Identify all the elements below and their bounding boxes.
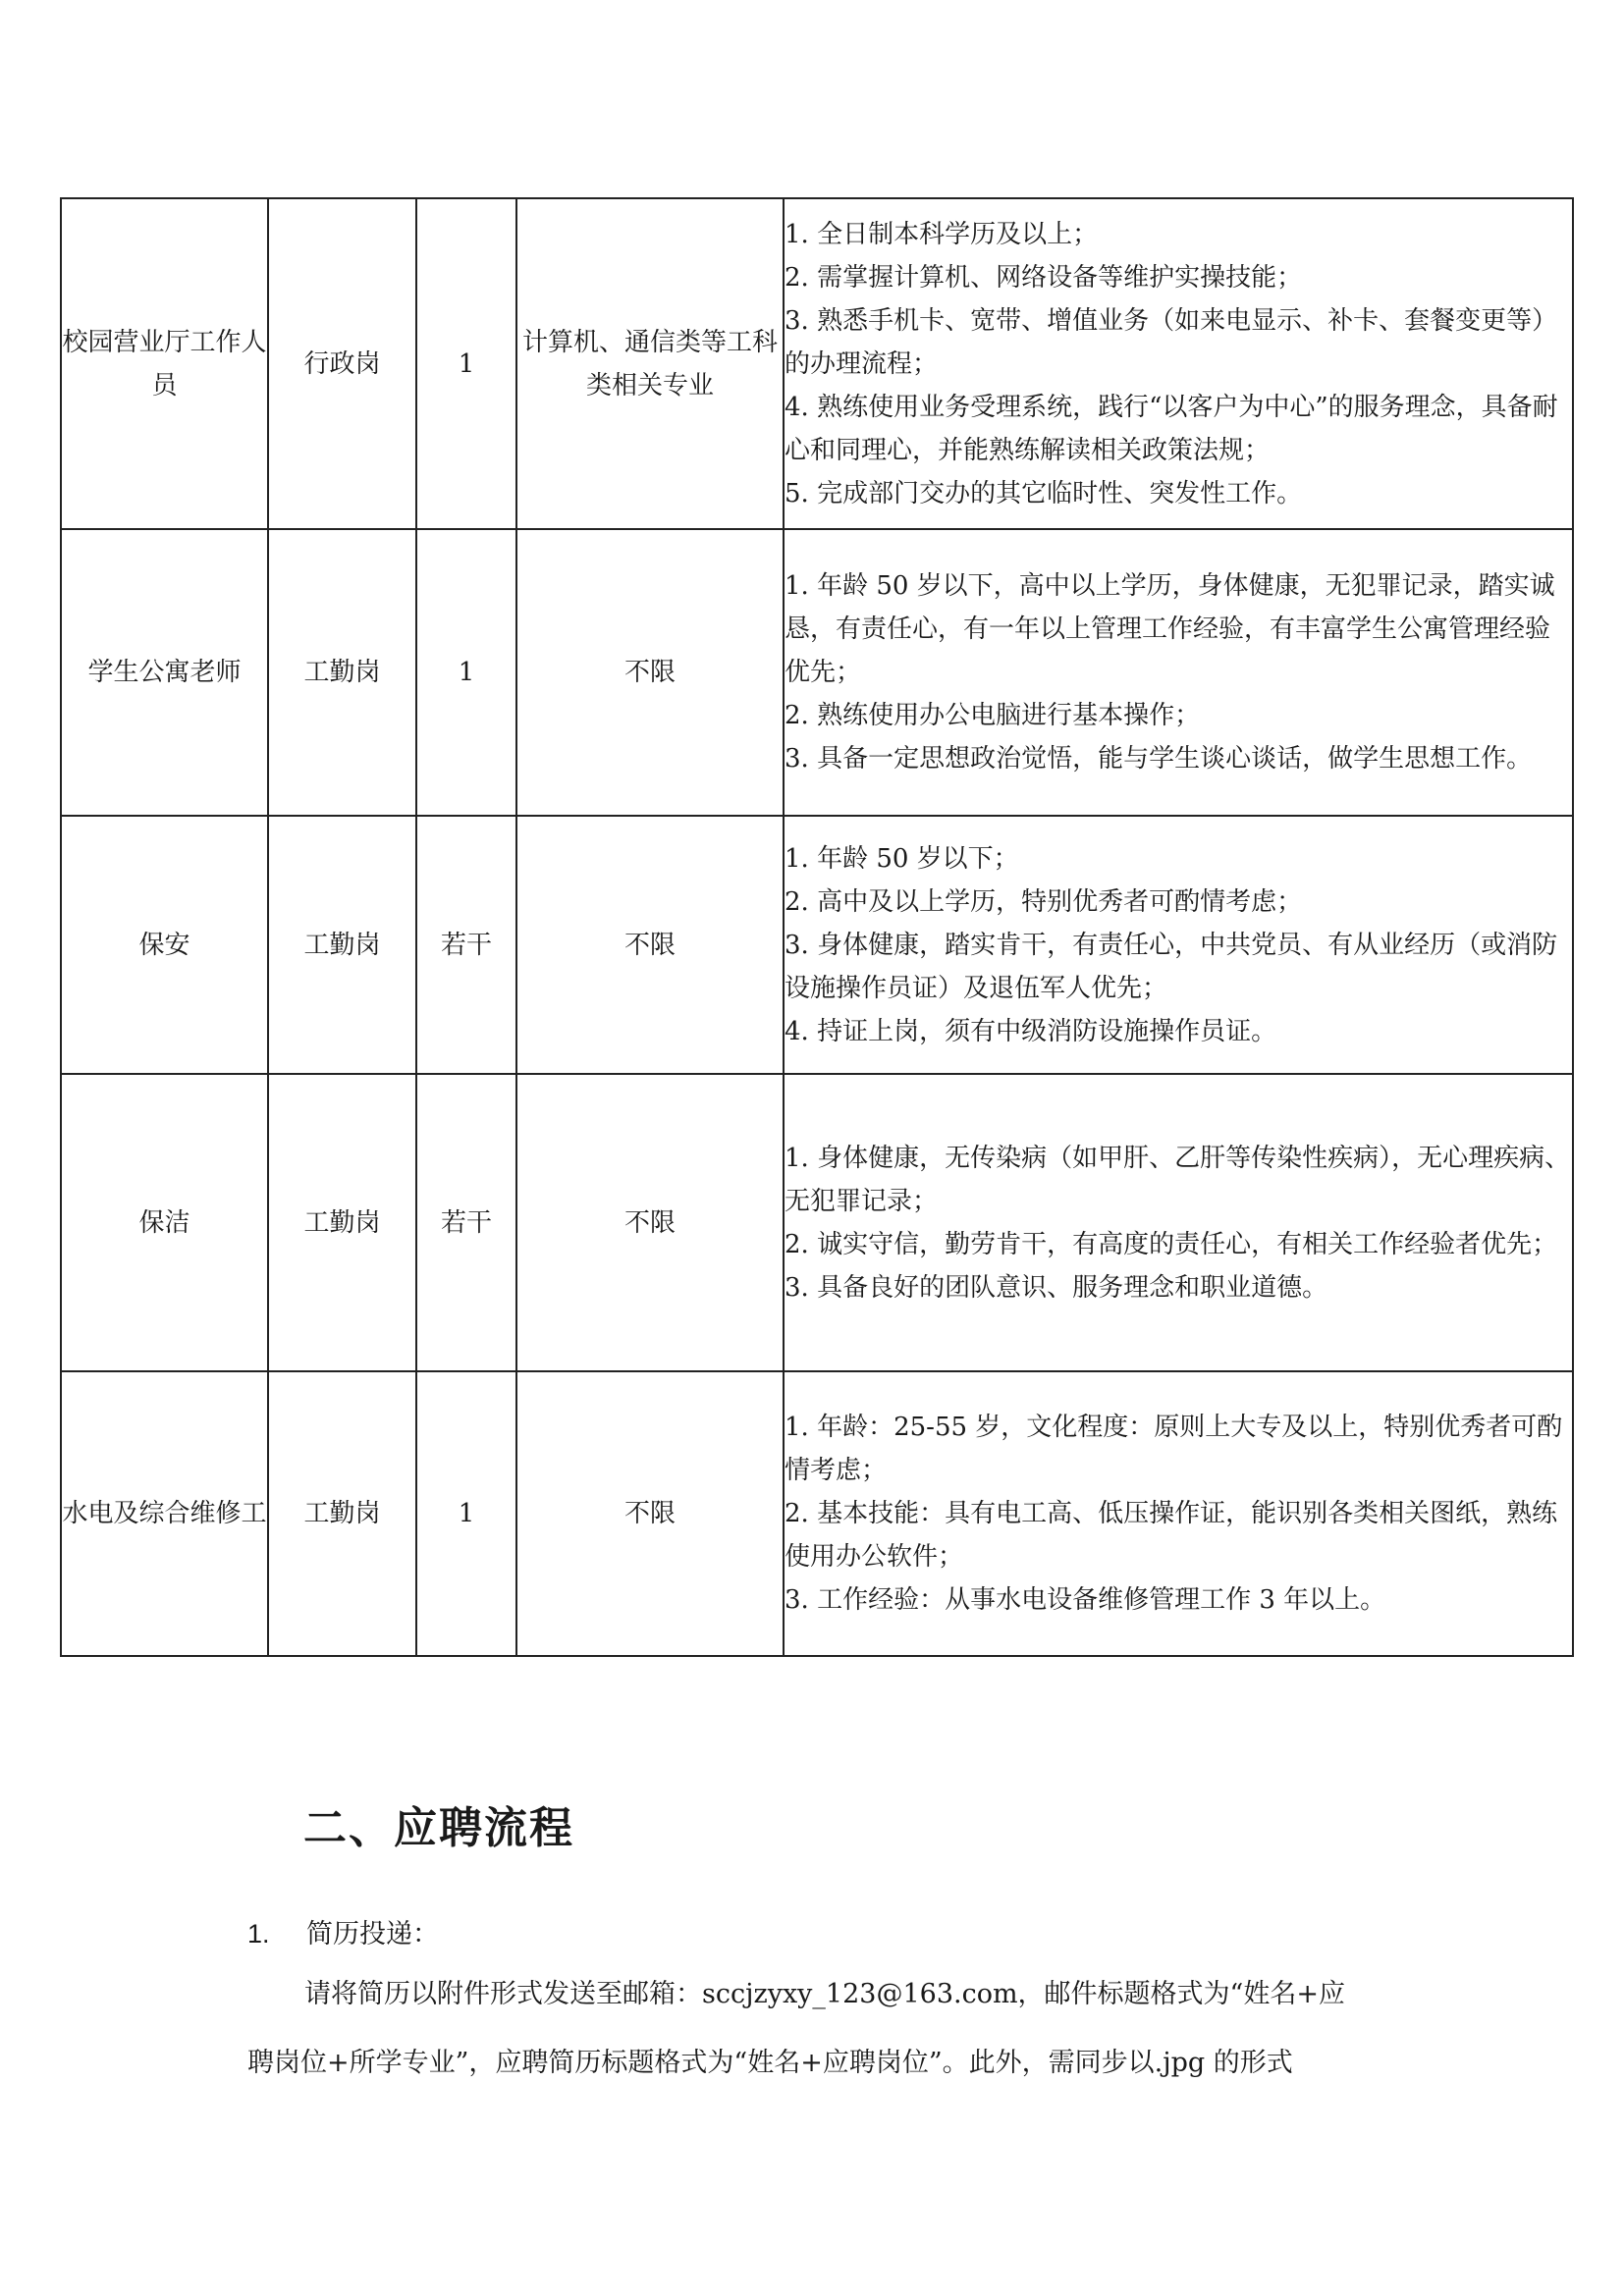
table-row — [61, 1074, 1573, 1371]
position-cell: 校园营业厅工作人员 — [61, 198, 268, 529]
step-number: 1. — [247, 1919, 270, 1949]
requirement-item: 1. 年龄：25-55 岁，文化程度：原则上大专及以上，特别优秀者可酌情考虑； — [785, 1413, 1563, 1485]
major-cell: 不限 — [516, 1371, 784, 1656]
count-cell: 1 — [416, 1371, 516, 1656]
requirement-item: 2. 需掌握计算机、网络设备等维护实操技能； — [785, 262, 1303, 293]
category-cell: 工勤岗 — [268, 1074, 416, 1371]
requirement-item: 2. 诚实守信，勤劳肯干，有高度的责任心，有相关工作经验者优先； — [785, 1229, 1558, 1259]
count-cell: 1 — [416, 529, 516, 816]
requirement-item: 4. 熟练使用业务受理系统，践行“以客户为中心”的服务理念，具备耐心和同理心，并能熟练解读相关政策法规； — [785, 392, 1558, 465]
requirement-item: 1. 身体健康，无传染病（如甲肝、乙肝等传染性疾病），无心理疾病、无犯罪记录； — [785, 1143, 1571, 1216]
requirements-cell — [784, 529, 1573, 816]
major-cell: 不限 — [516, 529, 784, 816]
table-row — [61, 529, 1573, 816]
requirement-item: 1. 全日制本科学历及以上； — [785, 219, 1099, 249]
requirement-item: 1. 年龄 50 岁以下，高中以上学历，身体健康，无犯罪记录，踏实诚恳，有责任心，有一年以上管理工作经验，有丰富学生公寓管理经验优先； — [785, 571, 1555, 687]
position-cell: 保安 — [61, 816, 268, 1074]
body-paragraph: 请将简历以附件形式发送至邮箱：sccjzyxy_123@163.com，邮件标题格式为“姓名+应 — [304, 1979, 1345, 2009]
requirement-item: 5. 完成部门交办的其它临时性、突发性工作。 — [785, 478, 1303, 508]
step-item — [247, 1914, 439, 1954]
position-cell: 保洁 — [61, 1074, 268, 1371]
requirement-item: 1. 年龄 50 岁以下； — [785, 843, 1019, 874]
requirement-item: 3. 身体健康，踏实肯干，有责任心，中共党员、有从业经历（或消防设施操作员证）及退伍军人优先； — [785, 930, 1558, 1003]
body-paragraph: 聘岗位+所学专业”，应聘简历标题格式为“姓名+应聘岗位”。此外，需同步以.jpg 的形式 — [247, 2048, 1293, 2078]
requirement-item: 2. 基本技能：具有电工高、低压操作证，能识别各类相关图纸，熟练使用办公软件； — [785, 1499, 1558, 1572]
table-row — [61, 198, 1573, 529]
requirements-cell — [784, 1371, 1573, 1656]
count-cell: 1 — [416, 198, 516, 529]
major-cell: 不限 — [516, 1074, 784, 1371]
requirement-item: 4. 持证上岗，须有中级消防设施操作员证。 — [785, 1016, 1277, 1046]
step-label: 简历投递： — [306, 1919, 439, 1949]
major-cell: 不限 — [516, 816, 784, 1074]
count-cell: 若干 — [416, 1074, 516, 1371]
requirements-cell — [784, 1074, 1573, 1371]
category-cell: 行政岗 — [268, 198, 416, 529]
table-row — [61, 816, 1573, 1074]
requirement-item: 2. 高中及以上学历，特别优秀者可酌情考虑； — [785, 886, 1303, 917]
count-cell: 若干 — [416, 816, 516, 1074]
category-cell: 工勤岗 — [268, 529, 416, 816]
position-cell: 水电及综合维修工 — [61, 1371, 268, 1656]
category-cell: 工勤岗 — [268, 1371, 416, 1656]
major-cell: 计算机、通信类等工科类相关专业 — [516, 198, 784, 529]
position-cell: 学生公寓老师 — [61, 529, 268, 816]
table-row — [61, 1371, 1573, 1656]
requirements-cell — [784, 816, 1573, 1074]
section-heading: 二、应聘流程 — [303, 1803, 574, 1853]
requirement-item: 3. 熟悉手机卡、宽带、增值业务（如来电显示、补卡、套餐变更等）的办理流程； — [785, 305, 1558, 379]
requirement-item: 3. 具备一定思想政治觉悟，能与学生谈心谈话，做学生思想工作。 — [785, 744, 1533, 774]
requirement-item: 3. 工作经验：从事水电设备维修管理工作 3 年以上。 — [785, 1585, 1386, 1615]
requirements-cell — [784, 198, 1573, 529]
category-cell: 工勤岗 — [268, 816, 416, 1074]
requirement-item: 3. 具备良好的团队意识、服务理念和职业道德。 — [785, 1272, 1328, 1303]
job-requirements-table — [60, 197, 1574, 1657]
requirement-item: 2. 熟练使用办公电脑进行基本操作； — [785, 701, 1201, 730]
